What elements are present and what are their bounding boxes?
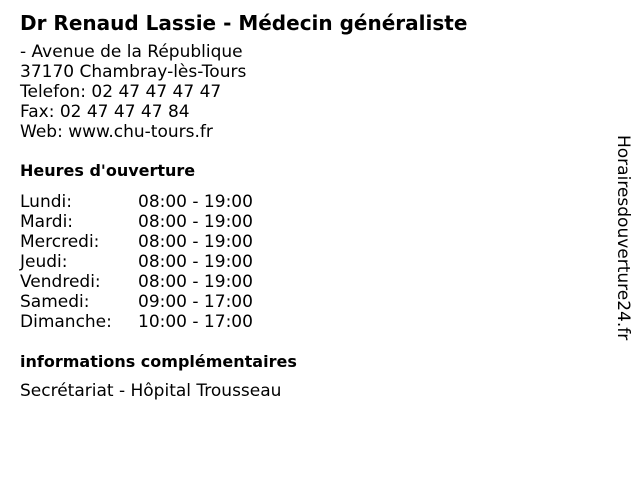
watermark: Horairesdouverture24.fr bbox=[613, 135, 633, 341]
hours-row-thursday bbox=[20, 252, 580, 272]
street-line: - Avenue de la République bbox=[20, 42, 243, 62]
time-range: 08:00 - 19:00 bbox=[138, 252, 253, 272]
website-line[interactable]: Web: www.chu-tours.fr bbox=[20, 122, 213, 142]
hours-table bbox=[20, 192, 580, 332]
hours-row-wednesday bbox=[20, 232, 580, 252]
day-label: Samedi: bbox=[20, 292, 90, 312]
phone-line[interactable]: Telefon: 02 47 47 47 47 bbox=[20, 82, 222, 102]
day-label: Jeudi: bbox=[20, 252, 68, 272]
hours-row-saturday bbox=[20, 292, 580, 312]
fax-line: Fax: 02 47 47 47 84 bbox=[20, 102, 190, 122]
hours-row-sunday bbox=[20, 312, 580, 332]
info-text: Secrétariat - Hôpital Trousseau bbox=[20, 381, 282, 401]
hours-row-friday bbox=[20, 272, 580, 292]
day-label: Vendredi: bbox=[20, 272, 101, 292]
hours-row-monday bbox=[20, 192, 580, 212]
day-label: Lundi: bbox=[20, 192, 72, 212]
time-range: 08:00 - 19:00 bbox=[138, 232, 253, 252]
hours-row-tuesday bbox=[20, 212, 580, 232]
day-label: Dimanche: bbox=[20, 312, 112, 332]
address-block bbox=[20, 42, 580, 142]
time-range: 09:00 - 17:00 bbox=[138, 292, 253, 312]
listing-card bbox=[20, 9, 580, 401]
time-range: 08:00 - 19:00 bbox=[138, 212, 253, 232]
day-label: Mercredi: bbox=[20, 232, 100, 252]
page-title: Dr Renaud Lassie - Médecin généraliste bbox=[20, 11, 468, 35]
time-range: 08:00 - 19:00 bbox=[138, 192, 253, 212]
city-line: 37170 Chambray-lès-Tours bbox=[20, 62, 247, 82]
time-range: 08:00 - 19:00 bbox=[138, 272, 253, 292]
info-heading: informations complémentaires bbox=[20, 352, 297, 371]
hours-heading: Heures d'ouverture bbox=[20, 161, 196, 180]
time-range: 10:00 - 17:00 bbox=[138, 312, 253, 332]
day-label: Mardi: bbox=[20, 212, 74, 232]
